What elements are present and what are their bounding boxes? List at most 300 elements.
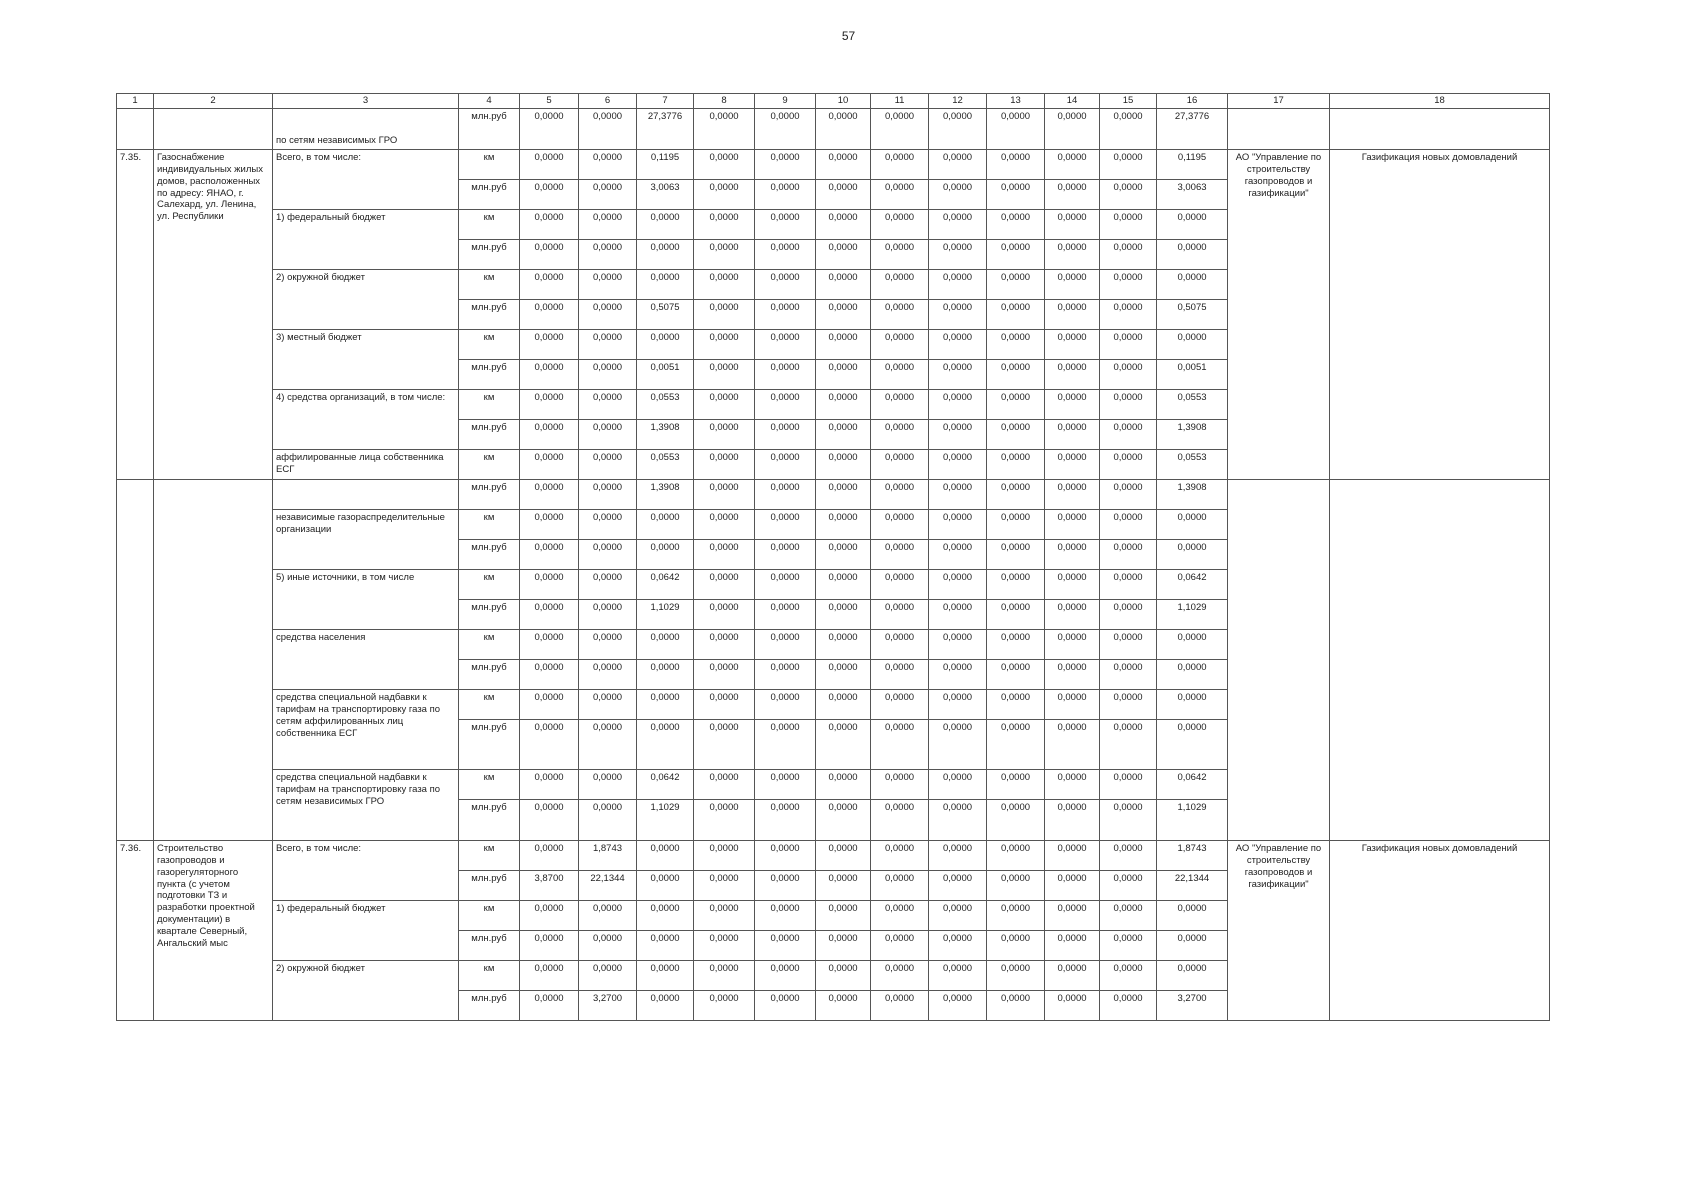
value-cell: 0,0000 bbox=[1100, 900, 1157, 930]
value-cell: 0,0000 bbox=[929, 539, 987, 569]
value-cell: 0,0000 bbox=[520, 539, 579, 569]
item-number: 7.36. bbox=[117, 840, 154, 1020]
value-cell: 0,0000 bbox=[755, 599, 816, 629]
value-cell: 0,0000 bbox=[871, 719, 929, 769]
value-cell: 0,0000 bbox=[694, 840, 755, 870]
value-cell: 0,0000 bbox=[755, 960, 816, 990]
value-cell: 0,0000 bbox=[1100, 769, 1157, 799]
value-cell: 0,0000 bbox=[1045, 629, 1100, 659]
value-cell: 0,0000 bbox=[1157, 659, 1228, 689]
value-cell: 0,0000 bbox=[987, 689, 1045, 719]
value-cell: 0,0000 bbox=[520, 840, 579, 870]
value-cell: 0,0000 bbox=[1045, 179, 1100, 209]
value-cell: 0,0000 bbox=[694, 689, 755, 719]
empty-cell bbox=[1228, 108, 1330, 149]
column-number-header: 11 bbox=[871, 94, 929, 109]
value-cell: 1,3908 bbox=[637, 479, 694, 509]
value-cell: 0,0000 bbox=[637, 239, 694, 269]
value-cell: 0,0000 bbox=[1045, 299, 1100, 329]
column-number-header: 10 bbox=[816, 94, 871, 109]
value-cell: 0,0000 bbox=[871, 389, 929, 419]
value-cell: 0,0642 bbox=[637, 569, 694, 599]
value-cell: 0,0000 bbox=[1045, 479, 1100, 509]
empty-cell bbox=[154, 108, 273, 149]
value-cell: 0,0553 bbox=[1157, 389, 1228, 419]
value-cell: 0,0000 bbox=[1100, 449, 1157, 479]
value-cell: 0,0000 bbox=[1045, 389, 1100, 419]
value-cell: 0,0000 bbox=[929, 359, 987, 389]
value-cell: 0,0000 bbox=[987, 870, 1045, 900]
value-cell: 0,0000 bbox=[1045, 449, 1100, 479]
value-cell: 3,2700 bbox=[579, 990, 637, 1020]
value-cell: 0,0000 bbox=[637, 539, 694, 569]
column-number-header: 4 bbox=[459, 94, 520, 109]
source-label: 2) окружной бюджет bbox=[273, 269, 459, 329]
value-cell: 0,0000 bbox=[755, 108, 816, 149]
value-cell: 0,0000 bbox=[637, 509, 694, 539]
value-cell: 0,0000 bbox=[816, 840, 871, 870]
unit-cell: км bbox=[459, 960, 520, 990]
value-cell: 0,0000 bbox=[579, 599, 637, 629]
value-cell: 0,0000 bbox=[1045, 870, 1100, 900]
value-cell: 0,0000 bbox=[1045, 599, 1100, 629]
value-cell: 0,0000 bbox=[1045, 539, 1100, 569]
value-cell: 0,0000 bbox=[1157, 719, 1228, 769]
value-cell: 0,0000 bbox=[929, 299, 987, 329]
item-number: 7.35. bbox=[117, 149, 154, 479]
value-cell: 0,0000 bbox=[694, 719, 755, 769]
value-cell: 0,0000 bbox=[929, 179, 987, 209]
value-cell: 0,0000 bbox=[755, 769, 816, 799]
value-cell: 0,0000 bbox=[1100, 659, 1157, 689]
unit-cell: км bbox=[459, 389, 520, 419]
value-cell: 0,0051 bbox=[637, 359, 694, 389]
value-cell: 0,5075 bbox=[637, 299, 694, 329]
value-cell: 0,0000 bbox=[579, 509, 637, 539]
value-cell: 0,0000 bbox=[1100, 930, 1157, 960]
value-cell: 0,0000 bbox=[1100, 209, 1157, 239]
value-cell: 0,0000 bbox=[694, 449, 755, 479]
value-cell: 0,0000 bbox=[579, 799, 637, 840]
value-cell: 0,0000 bbox=[871, 840, 929, 870]
source-label: 4) средства организаций, в том числе: bbox=[273, 389, 459, 449]
value-cell: 0,0000 bbox=[816, 419, 871, 449]
value-cell: 0,0000 bbox=[987, 799, 1045, 840]
unit-cell: км bbox=[459, 329, 520, 359]
value-cell: 0,0000 bbox=[816, 539, 871, 569]
value-cell: 0,0000 bbox=[637, 659, 694, 689]
value-cell: 0,0000 bbox=[579, 539, 637, 569]
unit-cell: млн.руб bbox=[459, 359, 520, 389]
value-cell: 0,0000 bbox=[1100, 719, 1157, 769]
value-cell: 0,0000 bbox=[1045, 149, 1100, 179]
value-cell: 1,1029 bbox=[1157, 799, 1228, 840]
value-cell: 0,0000 bbox=[579, 659, 637, 689]
value-cell: 0,0000 bbox=[579, 479, 637, 509]
value-cell: 0,0000 bbox=[929, 689, 987, 719]
source-label: 1) федеральный бюджет bbox=[273, 900, 459, 960]
unit-cell: млн.руб bbox=[459, 719, 520, 769]
value-cell: 0,0000 bbox=[579, 239, 637, 269]
value-cell: 0,0000 bbox=[694, 569, 755, 599]
value-cell: 0,0000 bbox=[987, 990, 1045, 1020]
value-cell: 0,0000 bbox=[1100, 799, 1157, 840]
value-cell: 0,0000 bbox=[871, 209, 929, 239]
value-cell: 0,0000 bbox=[637, 689, 694, 719]
source-label: средства населения bbox=[273, 629, 459, 689]
value-cell: 0,0000 bbox=[694, 269, 755, 299]
value-cell: 0,0000 bbox=[987, 269, 1045, 299]
value-cell: 0,0000 bbox=[816, 209, 871, 239]
value-cell: 0,0000 bbox=[579, 209, 637, 239]
value-cell: 0,0000 bbox=[1100, 509, 1157, 539]
source-label bbox=[273, 479, 459, 509]
value-cell: 0,0000 bbox=[1100, 108, 1157, 149]
value-cell: 0,0000 bbox=[871, 659, 929, 689]
project-goal: Газификация новых домовладений bbox=[1330, 840, 1550, 1020]
value-cell: 0,0000 bbox=[694, 799, 755, 840]
value-cell: 0,0000 bbox=[520, 389, 579, 419]
value-cell: 0,0000 bbox=[520, 149, 579, 179]
value-cell: 0,0000 bbox=[755, 359, 816, 389]
value-cell: 0,0051 bbox=[1157, 359, 1228, 389]
value-cell: 0,0000 bbox=[755, 209, 816, 239]
value-cell: 0,0000 bbox=[1100, 960, 1157, 990]
unit-cell: млн.руб bbox=[459, 659, 520, 689]
source-label: 2) окружной бюджет bbox=[273, 960, 459, 1020]
column-number-header: 2 bbox=[154, 94, 273, 109]
value-cell: 0,0000 bbox=[871, 930, 929, 960]
value-cell: 0,0000 bbox=[1100, 179, 1157, 209]
value-cell: 0,0000 bbox=[520, 419, 579, 449]
value-cell: 0,0000 bbox=[987, 930, 1045, 960]
unit-cell: км bbox=[459, 509, 520, 539]
value-cell: 0,0000 bbox=[816, 509, 871, 539]
value-cell: 0,0000 bbox=[579, 179, 637, 209]
value-cell: 0,0000 bbox=[520, 449, 579, 479]
value-cell: 0,0000 bbox=[929, 990, 987, 1020]
value-cell: 0,0000 bbox=[694, 870, 755, 900]
value-cell: 0,0000 bbox=[1157, 539, 1228, 569]
value-cell: 0,0000 bbox=[520, 960, 579, 990]
value-cell: 0,0000 bbox=[929, 329, 987, 359]
value-cell: 0,0000 bbox=[1157, 629, 1228, 659]
value-cell: 0,0000 bbox=[694, 359, 755, 389]
value-cell: 0,0000 bbox=[579, 329, 637, 359]
value-cell: 0,0000 bbox=[871, 449, 929, 479]
value-cell: 0,0642 bbox=[1157, 769, 1228, 799]
value-cell: 0,0000 bbox=[1045, 799, 1100, 840]
value-cell: 0,0000 bbox=[929, 719, 987, 769]
value-cell: 0,0000 bbox=[579, 449, 637, 479]
value-cell: 0,0000 bbox=[1045, 769, 1100, 799]
value-cell: 0,0000 bbox=[520, 209, 579, 239]
value-cell: 0,0000 bbox=[871, 539, 929, 569]
value-cell: 0,0000 bbox=[987, 359, 1045, 389]
value-cell: 0,0000 bbox=[755, 990, 816, 1020]
value-cell: 0,0000 bbox=[1157, 930, 1228, 960]
value-cell: 0,0000 bbox=[579, 299, 637, 329]
value-cell: 0,0000 bbox=[987, 108, 1045, 149]
value-cell: 0,0000 bbox=[929, 419, 987, 449]
value-cell: 0,0000 bbox=[520, 599, 579, 629]
value-cell: 0,0000 bbox=[694, 769, 755, 799]
value-cell: 0,0000 bbox=[871, 900, 929, 930]
value-cell: 0,0000 bbox=[694, 479, 755, 509]
value-cell: 1,8743 bbox=[1157, 840, 1228, 870]
value-cell: 0,0000 bbox=[1157, 329, 1228, 359]
value-cell: 0,0000 bbox=[520, 479, 579, 509]
value-cell: 0,0000 bbox=[816, 179, 871, 209]
value-cell: 0,0000 bbox=[520, 108, 579, 149]
column-number-header: 3 bbox=[273, 94, 459, 109]
value-cell: 0,0000 bbox=[520, 329, 579, 359]
value-cell: 0,0553 bbox=[1157, 449, 1228, 479]
empty-cell bbox=[154, 479, 273, 840]
value-cell: 0,0000 bbox=[987, 659, 1045, 689]
value-cell: 0,0000 bbox=[637, 930, 694, 960]
value-cell: 0,0000 bbox=[816, 900, 871, 930]
header-row bbox=[117, 94, 1550, 109]
value-cell: 0,0000 bbox=[1157, 239, 1228, 269]
value-cell: 0,0000 bbox=[579, 389, 637, 419]
value-cell: 0,0000 bbox=[1045, 990, 1100, 1020]
column-number-header: 12 bbox=[929, 94, 987, 109]
unit-cell: км bbox=[459, 209, 520, 239]
value-cell: 0,0000 bbox=[987, 179, 1045, 209]
value-cell: 0,0000 bbox=[579, 629, 637, 659]
value-cell: 3,2700 bbox=[1157, 990, 1228, 1020]
value-cell: 0,0000 bbox=[929, 479, 987, 509]
value-cell: 0,0000 bbox=[755, 329, 816, 359]
value-cell: 0,0000 bbox=[755, 659, 816, 689]
value-cell: 0,0000 bbox=[694, 659, 755, 689]
value-cell: 0,0000 bbox=[816, 108, 871, 149]
value-cell: 0,0000 bbox=[871, 299, 929, 329]
value-cell: 0,0000 bbox=[871, 990, 929, 1020]
value-cell: 0,0000 bbox=[755, 870, 816, 900]
value-cell: 0,0000 bbox=[1157, 900, 1228, 930]
source-label: Всего, в том числе: bbox=[273, 840, 459, 900]
investment-table bbox=[116, 93, 1550, 1021]
value-cell: 0,0000 bbox=[1100, 990, 1157, 1020]
value-cell: 0,0000 bbox=[816, 329, 871, 359]
value-cell: 0,0000 bbox=[871, 509, 929, 539]
value-cell: 0,0000 bbox=[929, 569, 987, 599]
value-cell: 3,8700 bbox=[520, 870, 579, 900]
value-cell: 0,0000 bbox=[816, 569, 871, 599]
value-cell: 0,0000 bbox=[579, 149, 637, 179]
value-cell: 0,0000 bbox=[520, 689, 579, 719]
value-cell: 0,0000 bbox=[755, 539, 816, 569]
value-cell: 0,0000 bbox=[1100, 269, 1157, 299]
value-cell: 0,0000 bbox=[816, 719, 871, 769]
source-label: Всего, в том числе: bbox=[273, 149, 459, 209]
value-cell: 0,0000 bbox=[816, 299, 871, 329]
column-number-header: 18 bbox=[1330, 94, 1550, 109]
value-cell: 0,0000 bbox=[1045, 509, 1100, 539]
value-cell: 0,0642 bbox=[1157, 569, 1228, 599]
value-cell: 0,0000 bbox=[929, 659, 987, 689]
value-cell: 0,0000 bbox=[1100, 870, 1157, 900]
value-cell: 0,0000 bbox=[755, 930, 816, 960]
value-cell: 0,0000 bbox=[987, 239, 1045, 269]
value-cell: 0,0000 bbox=[579, 719, 637, 769]
table-row bbox=[117, 108, 1550, 149]
value-cell: 0,0000 bbox=[929, 149, 987, 179]
value-cell: 0,0000 bbox=[694, 149, 755, 179]
value-cell: 0,0000 bbox=[1045, 239, 1100, 269]
value-cell: 0,0000 bbox=[816, 769, 871, 799]
project-goal: Газификация новых домовладений bbox=[1330, 149, 1550, 479]
value-cell: 0,0000 bbox=[1045, 359, 1100, 389]
unit-cell: млн.руб bbox=[459, 930, 520, 960]
column-number-header: 5 bbox=[520, 94, 579, 109]
empty-cell bbox=[1330, 108, 1550, 149]
value-cell: 0,0000 bbox=[755, 840, 816, 870]
value-cell: 0,0000 bbox=[871, 479, 929, 509]
empty-cell bbox=[1330, 479, 1550, 840]
column-number-header: 13 bbox=[987, 94, 1045, 109]
value-cell: 0,0000 bbox=[755, 509, 816, 539]
value-cell: 0,0000 bbox=[816, 960, 871, 990]
value-cell: 0,0000 bbox=[755, 389, 816, 419]
value-cell: 0,0000 bbox=[694, 108, 755, 149]
value-cell: 1,3908 bbox=[1157, 479, 1228, 509]
column-number-header: 15 bbox=[1100, 94, 1157, 109]
value-cell: 0,0000 bbox=[871, 419, 929, 449]
value-cell: 0,0000 bbox=[987, 719, 1045, 769]
unit-cell: км bbox=[459, 569, 520, 599]
empty-cell bbox=[117, 108, 154, 149]
column-number-header: 17 bbox=[1228, 94, 1330, 109]
value-cell: 0,0000 bbox=[929, 108, 987, 149]
value-cell: 0,0000 bbox=[579, 930, 637, 960]
column-number-header: 8 bbox=[694, 94, 755, 109]
value-cell: 0,0000 bbox=[816, 629, 871, 659]
value-cell: 0,0000 bbox=[1045, 930, 1100, 960]
value-cell: 0,0000 bbox=[1100, 149, 1157, 179]
value-cell: 0,0000 bbox=[987, 769, 1045, 799]
unit-cell: млн.руб bbox=[459, 239, 520, 269]
value-cell: 27,3776 bbox=[637, 108, 694, 149]
source-label: аффилированные лица собственника ЕСГ bbox=[273, 449, 459, 479]
value-cell: 0,0000 bbox=[637, 629, 694, 659]
unit-cell: км bbox=[459, 449, 520, 479]
value-cell: 0,0000 bbox=[987, 509, 1045, 539]
value-cell: 0,0000 bbox=[637, 209, 694, 239]
value-cell: 0,0553 bbox=[637, 389, 694, 419]
value-cell: 0,0000 bbox=[1045, 269, 1100, 299]
value-cell: 0,0000 bbox=[1100, 539, 1157, 569]
value-cell: 0,0000 bbox=[929, 769, 987, 799]
value-cell: 0,0000 bbox=[1157, 960, 1228, 990]
value-cell: 0,0000 bbox=[1100, 419, 1157, 449]
value-cell: 3,0063 bbox=[1157, 179, 1228, 209]
value-cell: 0,0000 bbox=[579, 960, 637, 990]
value-cell: 0,0000 bbox=[637, 900, 694, 930]
value-cell: 0,0000 bbox=[755, 479, 816, 509]
value-cell: 0,0000 bbox=[816, 930, 871, 960]
value-cell: 0,0000 bbox=[694, 209, 755, 239]
table-row bbox=[117, 479, 1550, 509]
value-cell: 0,0000 bbox=[755, 689, 816, 719]
value-cell: 0,0000 bbox=[929, 930, 987, 960]
value-cell: 0,0000 bbox=[694, 990, 755, 1020]
unit-cell: млн.руб bbox=[459, 799, 520, 840]
unit-cell: млн.руб bbox=[459, 479, 520, 509]
value-cell: 0,1195 bbox=[1157, 149, 1228, 179]
value-cell: 0,0000 bbox=[694, 900, 755, 930]
value-cell: 0,0000 bbox=[929, 239, 987, 269]
unit-cell: млн.руб bbox=[459, 599, 520, 629]
value-cell: 0,0000 bbox=[1045, 900, 1100, 930]
value-cell: 0,0000 bbox=[929, 799, 987, 840]
value-cell: 0,0000 bbox=[871, 269, 929, 299]
value-cell: 0,0000 bbox=[694, 960, 755, 990]
value-cell: 0,0000 bbox=[637, 960, 694, 990]
value-cell: 0,0000 bbox=[755, 629, 816, 659]
value-cell: 0,0000 bbox=[637, 990, 694, 1020]
value-cell: 0,0000 bbox=[579, 359, 637, 389]
value-cell: 0,0000 bbox=[871, 599, 929, 629]
column-number-header: 1 bbox=[117, 94, 154, 109]
value-cell: 0,5075 bbox=[1157, 299, 1228, 329]
value-cell: 0,0000 bbox=[1157, 689, 1228, 719]
empty-cell bbox=[1228, 479, 1330, 840]
value-cell: 0,0000 bbox=[1100, 629, 1157, 659]
value-cell: 0,0000 bbox=[871, 960, 929, 990]
value-cell: 0,0000 bbox=[929, 449, 987, 479]
value-cell: 0,0000 bbox=[987, 149, 1045, 179]
value-cell: 0,0000 bbox=[1100, 599, 1157, 629]
value-cell: 0,0000 bbox=[520, 990, 579, 1020]
value-cell: 0,0000 bbox=[694, 299, 755, 329]
value-cell: 0,0000 bbox=[755, 719, 816, 769]
value-cell: 0,0000 bbox=[871, 870, 929, 900]
value-cell: 0,0000 bbox=[637, 719, 694, 769]
value-cell: 0,0000 bbox=[579, 569, 637, 599]
value-cell: 0,0000 bbox=[1045, 329, 1100, 359]
value-cell: 0,0000 bbox=[520, 719, 579, 769]
value-cell: 0,0000 bbox=[755, 269, 816, 299]
value-cell: 0,0000 bbox=[1045, 960, 1100, 990]
value-cell: 0,0000 bbox=[929, 389, 987, 419]
value-cell: 0,0000 bbox=[755, 239, 816, 269]
unit-cell: км bbox=[459, 629, 520, 659]
value-cell: 0,0000 bbox=[871, 239, 929, 269]
value-cell: 0,0000 bbox=[816, 799, 871, 840]
value-cell: 0,0642 bbox=[637, 769, 694, 799]
value-cell: 0,0000 bbox=[755, 449, 816, 479]
column-number-header: 9 bbox=[755, 94, 816, 109]
value-cell: 0,0000 bbox=[755, 900, 816, 930]
value-cell: 0,0000 bbox=[871, 769, 929, 799]
organization-name: АО "Управление по строительству газопроводов и газификации" bbox=[1228, 840, 1330, 1020]
value-cell: 0,0000 bbox=[637, 840, 694, 870]
value-cell: 0,0000 bbox=[816, 149, 871, 179]
value-cell: 0,0000 bbox=[579, 689, 637, 719]
unit-cell: млн.руб bbox=[459, 299, 520, 329]
value-cell: 0,0000 bbox=[1157, 269, 1228, 299]
value-cell: 0,0000 bbox=[987, 539, 1045, 569]
value-cell: 0,0000 bbox=[1045, 419, 1100, 449]
source-label: по сетям независимых ГРО bbox=[273, 108, 459, 149]
value-cell: 0,0000 bbox=[987, 479, 1045, 509]
value-cell: 0,0000 bbox=[694, 179, 755, 209]
value-cell: 0,0000 bbox=[987, 449, 1045, 479]
value-cell: 0,0000 bbox=[1100, 299, 1157, 329]
